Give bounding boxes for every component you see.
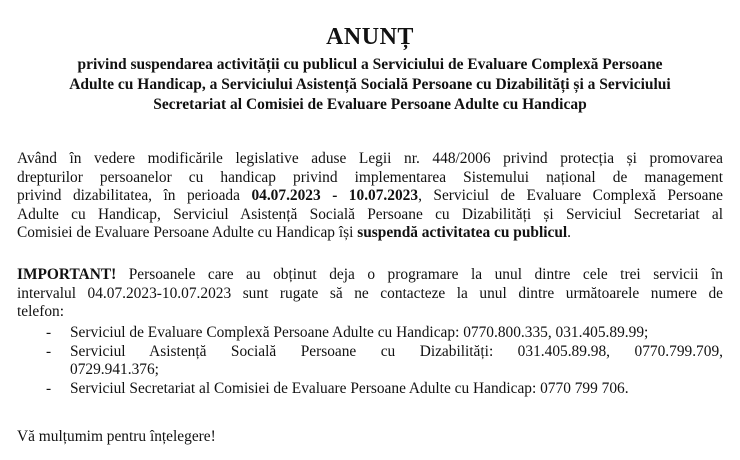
intro-paragraph [17,150,723,243]
suspension-notice: suspendă activitatea cu publicul [357,224,568,241]
important-paragraph [17,266,723,322]
paragraph-line [17,224,723,243]
suspension-period: 04.07.2023 - 10.07.2023 [251,187,419,204]
subtitle-line: Secretariat al Comisiei de Evaluare Persoane Adulte cu Handicap [153,96,587,113]
contact-text: 0729.941.376; [70,361,159,378]
contact-list [17,324,723,398]
paragraph-text: Comisiei de Evaluare Persoane Adulte cu Handicap își [17,224,358,241]
announcement-title: ANUNȚ [326,24,414,50]
announcement-subtitle [20,55,720,115]
paragraph-line: intervalul 04.07.2023-10.07.2023 sunt rugate să ne contacteze la unul dintre următoarele numere de [17,284,723,302]
list-dash: - [46,324,52,341]
contact-item [17,324,723,343]
subtitle-line: Adulte cu Handicap, a Serviciului Asistență Socială Persoane cu Dizabilități și a Serviciului [69,76,671,93]
paragraph-text: Persoanele care au obținut deja o programare la unul dintre cele trei servicii în [116,266,723,283]
paragraph-line [17,187,723,206]
paragraph-line: Adulte cu Handicap, Serviciul Asistență Socială Persoane cu Dizabilități și Serviciul Secretariat al [17,205,723,223]
contact-item [17,343,723,380]
list-dash: - [46,342,52,360]
contact-text: Serviciul Asistență Socială Persoane cu Dizabilități: 031.405.89.98, 0770.799.709, [70,342,723,360]
paragraph-text: . [567,224,572,241]
important-label: IMPORTANT! [17,266,117,283]
list-dash: - [46,379,52,397]
closing-thanks: Vă mulțumim pentru înțelegere! [17,428,216,445]
paragraph-line [17,266,723,285]
paragraph-line: telefon: [17,303,65,320]
paragraph-line: Având în vedere modificările legislative aduse Legii nr. 448/2006 privind protecția și promovarea [17,150,723,167]
paragraph-text: privind dizabilitatea, în perioada [17,187,252,204]
contact-text: Serviciul de Evaluare Complexă Persoane Adulte cu Handicap: 0770.800.335, 031.405.89.99; [70,324,649,341]
contact-text: Serviciul Secretariat al Comisiei de Evaluare Persoane Adulte cu Handicap: 0770 799 706. [70,379,629,397]
subtitle-line: privind suspendarea activității cu publicul a Serviciului de Evaluare Complexă Persoane [77,56,663,73]
paragraph-line: drepturilor persoanelor cu handicap privind implementarea Sistemului național de management [17,168,723,186]
contact-item [17,380,723,399]
paragraph-text: , Serviciul de Evaluare Complexă Persoane [418,187,723,204]
